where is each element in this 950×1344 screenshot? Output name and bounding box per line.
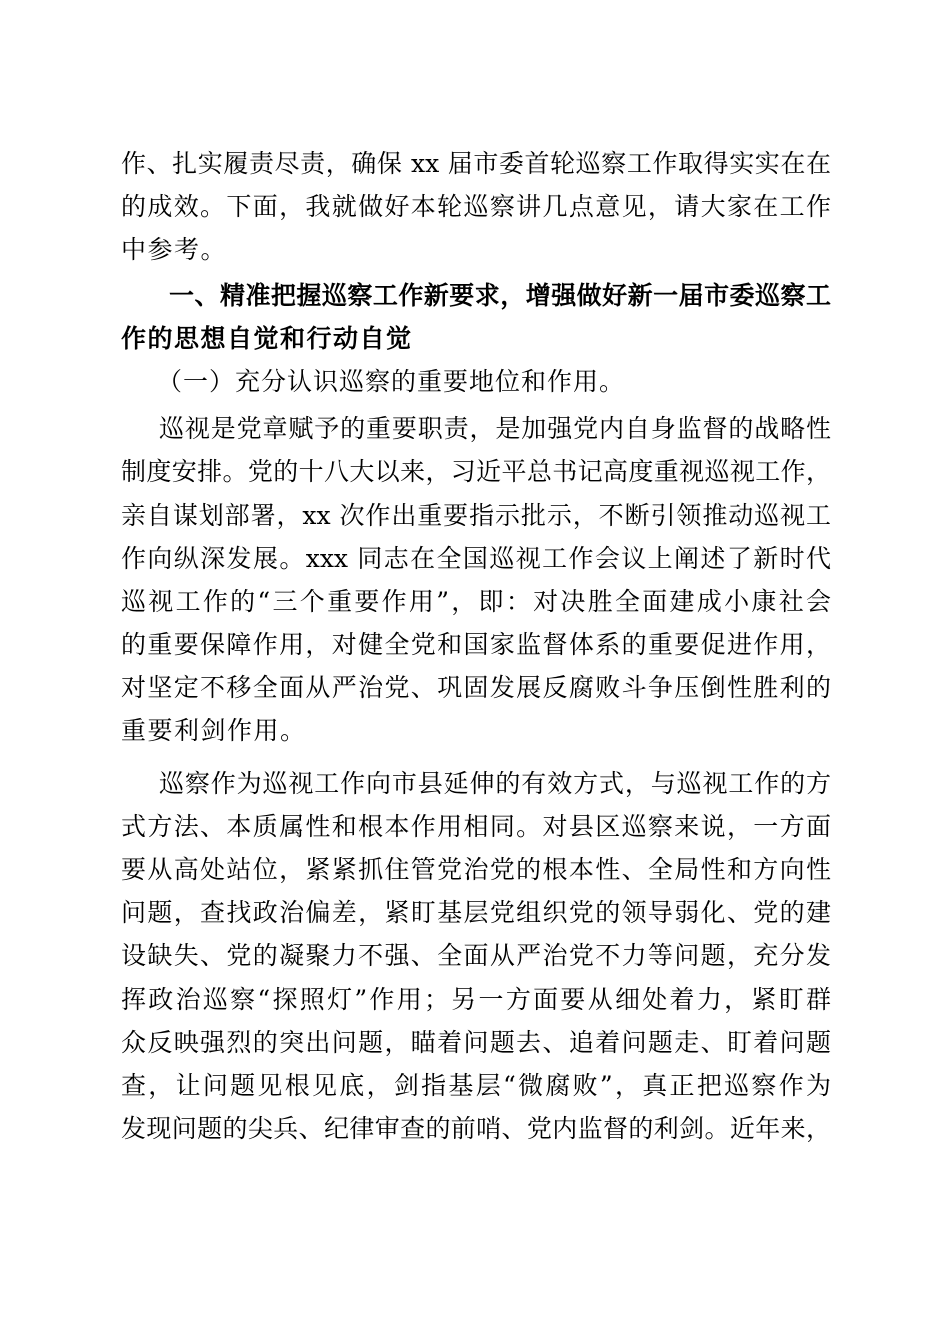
text-line: 的重要保障作用，对健全党和国家监督体系的重要促进作用，	[121, 630, 831, 660]
heading-line: 作的思想自觉和行动自觉	[121, 323, 413, 353]
subheading-line: （一）充分认识巡察的重要地位和作用。	[157, 366, 626, 396]
text-line: 的成效。下面，我就做好本轮巡察讲几点意见，请大家在工作	[121, 192, 831, 222]
text-line: 对坚定不移全面从严治党、巩固发展反腐败斗争压倒性胜利的	[121, 673, 831, 703]
text-line: 中参考。	[121, 235, 228, 265]
paragraph-1	[121, 407, 831, 753]
heading-line: 一、精准把握巡察工作新要求，增强做好新一届市委巡察工	[169, 280, 831, 310]
text-line: 众反映强烈的突出问题，瞄着问题去、追着问题走、盯着问题	[121, 1027, 831, 1057]
text-line: 亲自谋划部署，xx 次作出重要指示批示，不断引领推动巡视工	[121, 500, 831, 530]
text-line: 作向纵深发展。xxx 同志在全国巡视工作会议上阐述了新时代	[121, 543, 831, 573]
text-line: 巡察作为巡视工作向市县延伸的有效方式，与巡视工作的方	[159, 768, 831, 798]
document-body	[121, 142, 831, 1150]
section-heading-1	[121, 274, 831, 360]
text-line: 制度安排。党的十八大以来，习近平总书记高度重视巡视工作，	[121, 457, 831, 487]
paragraph-2	[121, 762, 831, 1151]
text-line: 查，让问题见根见底，剑指基层“微腐败”，真正把巡察作为	[121, 1070, 831, 1100]
text-line: 式方法、本质属性和根本作用相同。对县区巡察来说，一方面	[121, 811, 831, 841]
text-line: 挥政治巡察“探照灯”作用；另一方面要从细处着力，紧盯群	[121, 984, 831, 1014]
paragraph-spacer	[121, 753, 831, 762]
text-line: 要从高处站位，紧紧抓住管党治党的根本性、全局性和方向性	[121, 855, 831, 884]
text-line: 发现问题的尖兵、纪律审查的前哨、党内监督的利剑。近年来，	[121, 1114, 831, 1144]
text-line: 作、扎实履责尽责，确保 xx 届市委首轮巡察工作取得实实在在	[121, 149, 831, 178]
text-line: 巡视是党章赋予的重要职责，是加强党内自身监督的战略性	[159, 414, 831, 444]
opening-paragraph	[121, 142, 831, 272]
text-line: 重要利剑作用。	[121, 716, 307, 746]
text-line: 巡视工作的“三个重要作用”，即：对决胜全面建成小康社会	[121, 586, 831, 616]
text-line: 问题，查找政治偏差，紧盯基层党组织党的领导弱化、党的建	[121, 898, 831, 928]
text-line: 设缺失、党的凝聚力不强、全面从严治党不力等问题，充分发	[121, 941, 831, 971]
subheading-1	[121, 360, 831, 403]
